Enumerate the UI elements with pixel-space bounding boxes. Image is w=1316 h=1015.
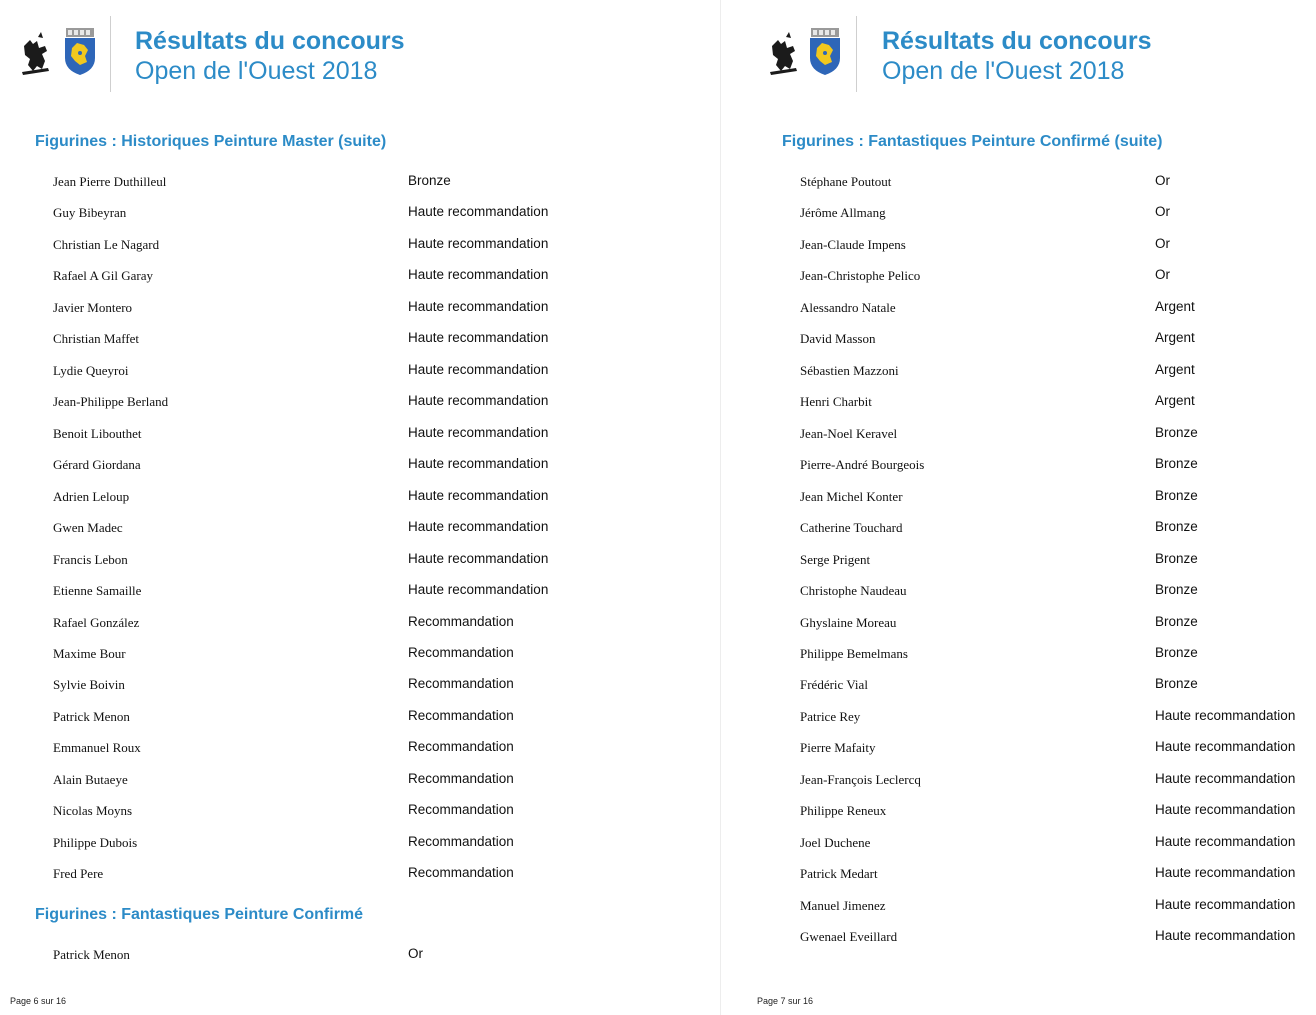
award-level: Argent [1155, 393, 1195, 408]
participant-name: Etienne Samaille [53, 583, 142, 598]
participant-name: Joel Duchene [800, 835, 871, 850]
page-title: Résultats du concours [882, 27, 1152, 55]
award-level: Haute recommandation [408, 236, 549, 251]
participant-name: Philippe Dubois [53, 835, 138, 850]
participant-name: Manuel Jimenez [800, 898, 886, 913]
participant-name: Benoit Libouthet [53, 426, 142, 441]
participant-name: Patrick Menon [53, 709, 130, 724]
participant-name: Rafael González [53, 615, 140, 630]
participant-name: Adrien Leloup [53, 489, 130, 504]
participant-name: Philippe Reneux [800, 803, 887, 818]
award-level: Bronze [1155, 614, 1198, 629]
award-level: Recommandation [408, 708, 514, 723]
participant-name: Jérôme Allmang [800, 205, 886, 220]
award-level: Haute recommandation [408, 330, 549, 345]
participant-name: Jean-François Leclercq [800, 772, 921, 787]
award-level: Bronze [1155, 456, 1198, 471]
page-divider [720, 0, 721, 1015]
participant-name: Stéphane Poutout [800, 174, 892, 189]
participant-name: Fred Pere [53, 866, 104, 881]
award-level: Recommandation [408, 834, 514, 849]
award-level: Bronze [1155, 488, 1198, 503]
participant-name: Pierre-André Bourgeois [800, 457, 925, 472]
section-title: Figurines : Historiques Peinture Master (suite) [35, 133, 387, 150]
participant-name: Gwen Madec [53, 520, 123, 535]
award-level: Haute recommandation [1155, 771, 1296, 786]
award-level: Haute recommandation [1155, 802, 1296, 817]
participant-name: Gwenael Eveillard [800, 929, 898, 944]
participant-name: Rafael A Gil Garay [53, 268, 153, 283]
participant-name: Javier Montero [53, 300, 133, 315]
award-level: Bronze [1155, 676, 1198, 691]
participant-name: Frédéric Vial [800, 677, 868, 692]
award-level: Bronze [1155, 519, 1198, 534]
section-title: Figurines : Fantastiques Peinture Confirmé [35, 906, 364, 923]
award-level: Haute recommandation [1155, 897, 1296, 912]
participant-name: Ghyslaine Moreau [800, 615, 897, 630]
award-level: Haute recommandation [408, 519, 549, 534]
header-logos [766, 28, 856, 84]
award-level: Haute recommandation [408, 393, 549, 408]
award-level: Haute recommandation [408, 456, 549, 471]
participant-name: Jean-Christophe Pelico [800, 268, 921, 283]
participant-name: Jean Pierre Duthilleul [53, 174, 167, 189]
participant-name: Emmanuel Roux [53, 740, 141, 755]
header-title-block [882, 26, 1152, 87]
award-level: Bronze [1155, 645, 1198, 660]
page-subtitle: Open de l'Ouest 2018 [882, 57, 1125, 85]
award-level: Or [1155, 267, 1170, 282]
participant-name: Maxime Bour [53, 646, 126, 661]
participant-name: Gérard Giordana [53, 457, 141, 472]
award-level: Recommandation [408, 645, 514, 660]
header-title-block [135, 26, 405, 87]
award-level: Or [1155, 173, 1170, 188]
award-level: Haute recommandation [408, 425, 549, 440]
award-level: Argent [1155, 330, 1195, 345]
participant-name: Jean-Philippe Berland [53, 394, 169, 409]
award-level: Or [1155, 204, 1170, 219]
participant-name: David Masson [800, 331, 876, 346]
participant-name: Sylvie Boivin [53, 677, 125, 692]
document-page-7 [722, 0, 1316, 1015]
participant-name: Lydie Queyroi [53, 363, 129, 378]
participant-name: Alessandro Natale [800, 300, 896, 315]
participant-name: Francis Lebon [53, 552, 128, 567]
award-level: Haute recommandation [1155, 834, 1296, 849]
award-level: Haute recommandation [1155, 708, 1296, 723]
participant-name: Christian Le Nagard [53, 237, 160, 252]
participant-name: Philippe Bemelmans [800, 646, 908, 661]
page-title: Résultats du concours [135, 27, 405, 55]
participant-name: Christophe Naudeau [800, 583, 907, 598]
award-level: Haute recommandation [408, 204, 549, 219]
award-level: Haute recommandation [408, 582, 549, 597]
participant-name: Patrice Rey [800, 709, 861, 724]
participant-name: Sébastien Mazzoni [800, 363, 899, 378]
header-divider [856, 16, 857, 92]
award-level: Haute recommandation [408, 488, 549, 503]
award-level: Recommandation [408, 739, 514, 754]
participant-name: Patrick Menon [53, 947, 130, 962]
coat-of-arms-icon [808, 28, 842, 76]
award-level: Argent [1155, 299, 1195, 314]
award-level: Bronze [1155, 551, 1198, 566]
award-level: Haute recommandation [1155, 928, 1296, 943]
award-level: Or [1155, 236, 1170, 251]
participant-name: Henri Charbit [800, 394, 872, 409]
award-level: Or [408, 946, 423, 961]
participant-name: Pierre Mafaity [800, 740, 876, 755]
participant-name: Nicolas Moyns [53, 803, 133, 818]
page-number: Page 6 sur 16 [10, 996, 67, 1006]
participant-name: Alain Butaeye [53, 772, 128, 787]
award-level: Recommandation [408, 676, 514, 691]
award-level: Haute recommandation [1155, 865, 1296, 880]
page-number: Page 7 sur 16 [757, 996, 814, 1006]
participant-name: Guy Bibeyran [53, 205, 127, 220]
award-level: Recommandation [408, 865, 514, 880]
page-subtitle: Open de l'Ouest 2018 [135, 57, 378, 85]
award-level: Haute recommandation [408, 551, 549, 566]
participant-name: Jean-Claude Impens [800, 237, 906, 252]
award-level: Haute recommandation [408, 299, 549, 314]
award-level: Bronze [408, 173, 451, 188]
award-level: Recommandation [408, 771, 514, 786]
participant-name: Catherine Touchard [800, 520, 903, 535]
award-level: Bronze [1155, 425, 1198, 440]
participant-name: Christian Maffet [53, 331, 140, 346]
award-level: Recommandation [408, 614, 514, 629]
award-level: Haute recommandation [1155, 739, 1296, 754]
header-logos [18, 28, 108, 84]
section-title: Figurines : Fantastiques Peinture Confirmé (suite) [782, 133, 1163, 150]
award-level: Bronze [1155, 582, 1198, 597]
participant-name: Jean-Noel Keravel [800, 426, 898, 441]
award-level: Recommandation [408, 802, 514, 817]
participant-name: Serge Prigent [800, 552, 871, 567]
award-level: Haute recommandation [408, 362, 549, 377]
header-divider [110, 16, 111, 92]
participant-name: Patrick Medart [800, 866, 878, 881]
award-level: Haute recommandation [408, 267, 549, 282]
award-level: Argent [1155, 362, 1195, 377]
coat-of-arms-icon [63, 28, 97, 76]
participant-name: Jean Michel Konter [800, 489, 903, 504]
